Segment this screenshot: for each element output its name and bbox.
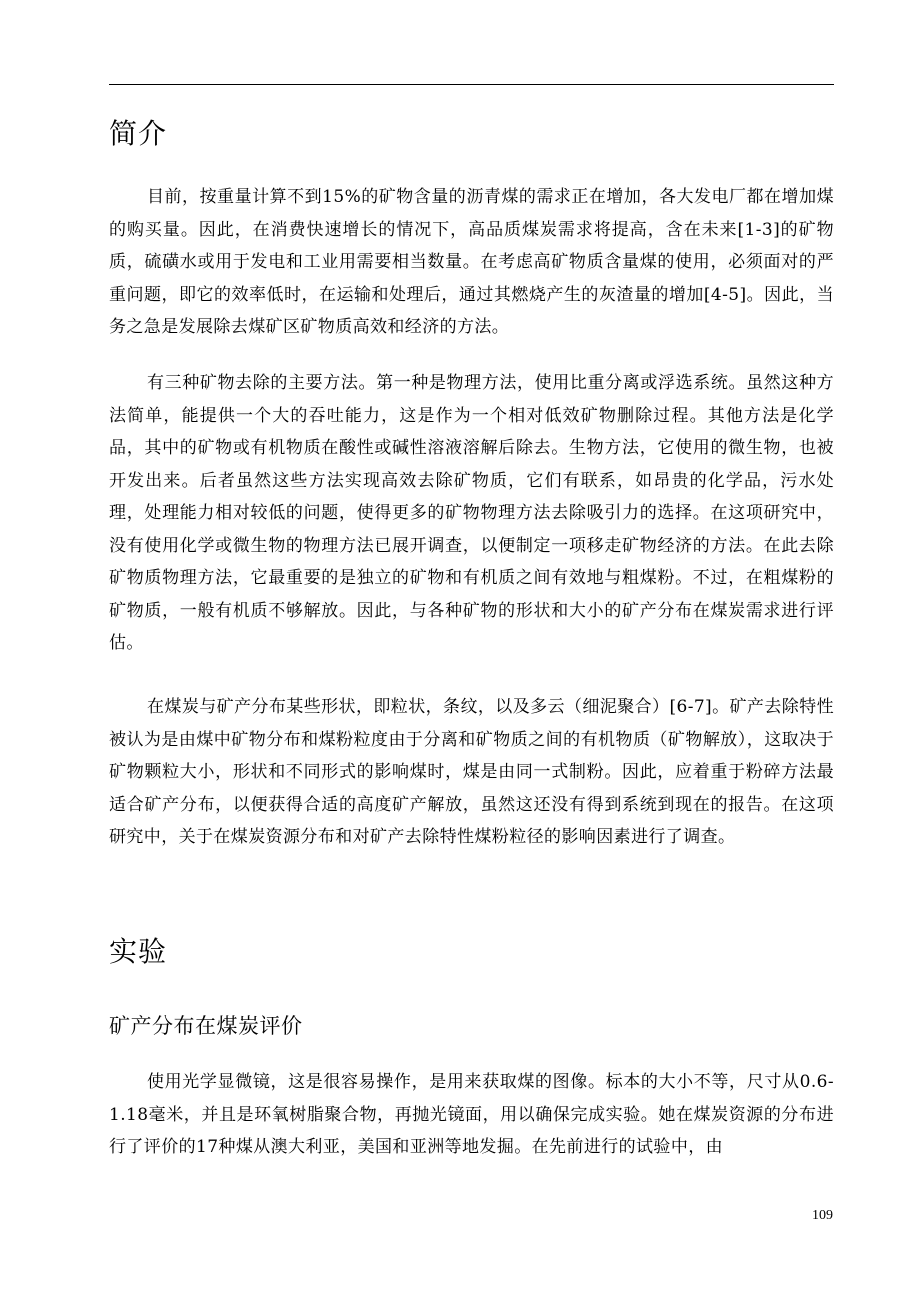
page-number: 109 [812, 1208, 833, 1223]
section-heading-intro: 简介 [109, 117, 168, 150]
intro-paragraph-3: 在煤炭与矿产分布某些形状，即粒状，条纹，以及多云（细泥聚合）[6-7]。矿产去除特性被认为是由煤中矿物分布和煤粉粒度由于分离和矿物质之间的有机物质（矿物解放），这取决于矿物颗粒大小，形状和不同形式的影响煤时，煤是由同一式制粉。因此，应着重于粉碎方法最适合矿产分布，以便获得合适的高度矿产解放，虽然这还没有得到系统到现在的报告。在这项研究中，关于在煤炭资源分布和对矿产去除特性煤粉粒径的影响因素进行了调查。 [109, 697, 834, 847]
intro-paragraph-2: 有三种矿物去除的主要方法。第一种是物理方法，使用比重分离或浮选系统。虽然这种方法简单，能提供一个大的吞吐能力，这是作为一个相对低效矿物删除过程。其他方法是化学品，其中的矿物或有机物质在酸性或碱性溶液溶解后除去。生物方法，它使用的微生物，也被开发出来。后者虽然这些方法实现高效去除矿物质，它们有联系，如昂贵的化学品，污水处理，处理能力相对较低的问题，使得更多的矿物物理方法去除吸引力的选择。在这项研究中，没有使用化学或微生物的物理方法已展开调查，以便制定一项移走矿物经济的方法。在此去除矿物质物理方法，它最重要的是独立的矿物和有机质之间有效地与粗煤粉。不过，在粗煤粉的矿物质，一般有机质不够解放。因此，与各种矿物的形状和大小的矿产分布在煤炭需求进行评估。 [109, 373, 834, 653]
subsection-heading-mineral-distribution: 矿产分布在煤炭评价 [109, 1014, 303, 1038]
experiment-paragraph-1: 使用光学显微镜，这是很容易操作，是用来获取煤的图像。标本的大小不等，尺寸从0.6-1.18毫米，并且是环氧树脂聚合物，再抛光镜面，用以确保完成实验。她在煤炭资源的分布进行了评价的17种煤从澳大利亚，美国和亚洲等地发掘。在先前进行的试验中，由 [109, 1072, 834, 1157]
section-heading-experiment: 实验 [109, 935, 168, 968]
header-rule [109, 84, 834, 85]
intro-paragraph-1: 目前，按重量计算不到15%的矿物含量的沥青煤的需求正在增加，各大发电厂都在增加煤的购买量。因此，在消费快速增长的情况下，高品质煤炭需求将提高，含在未来[1-3]的矿物质，硫磺水或用于发电和工业用需要相当数量。在考虑高矿物质含量煤的使用，必须面对的严重问题，即它的效率低时，在运输和处理后，通过其燃烧产生的灰渣量的增加[4-5]。因此，当务之急是发展除去煤矿区矿物质高效和经济的方法。 [109, 187, 834, 337]
